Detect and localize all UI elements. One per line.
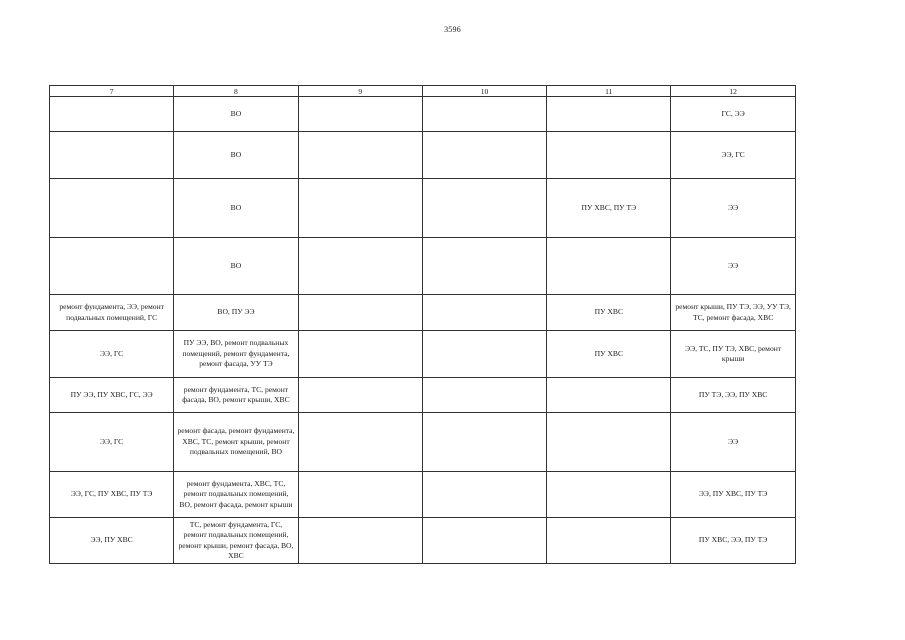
table-cell — [547, 132, 671, 179]
table-cell: ПУ ХВС — [547, 331, 671, 378]
table-row — [50, 238, 796, 295]
table-cell — [422, 132, 546, 179]
table-cell: ремонт фундамента, ТС, ремонт фасада, ВО, ремонт крыши, ХВС — [174, 378, 298, 413]
table-cell: ЭЭ, ГС — [671, 132, 795, 179]
table-cell: ЭЭ — [671, 413, 795, 472]
table-cell: ЭЭ, ПУ ХВС — [50, 518, 174, 564]
table-cell: ремонт фундамента, ХВС, ТС, ремонт подвальных помещений, ВО, ремонт фасада, ремонт крыши — [174, 472, 298, 518]
table-cell — [547, 472, 671, 518]
table-row — [50, 472, 796, 518]
table-cell — [298, 238, 422, 295]
table-row — [50, 132, 796, 179]
table-row — [50, 179, 796, 238]
table-row — [50, 295, 796, 331]
table-cell — [422, 472, 546, 518]
table-cell — [298, 295, 422, 331]
table-cell: ПУ ХВС, ЭЭ, ПУ ТЭ — [671, 518, 795, 564]
table-cell: ЭЭ, ПУ ХВС, ПУ ТЭ — [671, 472, 795, 518]
table-cell — [298, 518, 422, 564]
table-cell — [547, 378, 671, 413]
table-cell — [422, 331, 546, 378]
table-cell: ремонт крыши, ПУ ТЭ, ЭЭ, УУ ТЭ, ТС, ремонт фасада, ХВС — [671, 295, 795, 331]
table-cell: ремонт фундамента, ЭЭ, ремонт подвальных помещений, ГС — [50, 295, 174, 331]
page-number: 3596 — [444, 25, 461, 34]
table-cell: ПУ ТЭ, ЭЭ, ПУ ХВС — [671, 378, 795, 413]
table-cell — [422, 413, 546, 472]
table-cell: ГС, ЭЭ — [671, 97, 795, 132]
table-cell — [298, 413, 422, 472]
table-cell: ремонт фасада, ремонт фундамента, ХВС, ТС, ремонт крыши, ремонт подвальных помещений, ВО — [174, 413, 298, 472]
table-row — [50, 331, 796, 378]
table-cell — [422, 295, 546, 331]
table-cell — [50, 238, 174, 295]
table-cell: ВО — [174, 238, 298, 295]
table-row — [50, 413, 796, 472]
table-cell: ТС, ремонт фундамента, ГС, ремонт подвальных помещений, ремонт крыши, ремонт фасада, ВО, ХВС — [174, 518, 298, 564]
table-cell — [422, 179, 546, 238]
table-cell — [298, 179, 422, 238]
column-header: 11 — [547, 86, 671, 97]
column-header: 8 — [174, 86, 298, 97]
table-cell: ЭЭ, ТС, ПУ ТЭ, ХВС, ремонт крыши — [671, 331, 795, 378]
column-header: 12 — [671, 86, 795, 97]
table-cell: ВО — [174, 97, 298, 132]
column-header: 10 — [422, 86, 546, 97]
table-cell — [298, 331, 422, 378]
table-cell: ЭЭ, ГС — [50, 331, 174, 378]
table-cell — [547, 518, 671, 564]
column-header: 9 — [298, 86, 422, 97]
table-cell: ПУ ХВС — [547, 295, 671, 331]
table-cell — [422, 97, 546, 132]
table-cell — [547, 97, 671, 132]
data-table — [49, 85, 796, 564]
table-cell — [50, 97, 174, 132]
table-cell: ПУ ЭЭ, ПУ ХВС, ГС, ЭЭ — [50, 378, 174, 413]
table-cell — [298, 378, 422, 413]
table-cell — [298, 132, 422, 179]
table-cell — [50, 179, 174, 238]
table-row — [50, 97, 796, 132]
table-cell: ЭЭ, ГС — [50, 413, 174, 472]
table-cell: ЭЭ — [671, 179, 795, 238]
table-cell: ВО, ПУ ЭЭ — [174, 295, 298, 331]
column-header: 7 — [50, 86, 174, 97]
header-row — [50, 86, 796, 97]
table-cell — [298, 472, 422, 518]
table-cell: ПУ ЭЭ, ВО, ремонт подвальных помещений, ремонт фундамента, ремонт фасада, УУ ТЭ — [174, 331, 298, 378]
table-cell: ПУ ХВС, ПУ ТЭ — [547, 179, 671, 238]
table-cell — [422, 378, 546, 413]
table-cell: ВО — [174, 132, 298, 179]
table-cell — [422, 238, 546, 295]
table-row — [50, 378, 796, 413]
table-cell — [422, 518, 546, 564]
table-cell: ЭЭ — [671, 238, 795, 295]
table-cell — [547, 238, 671, 295]
table-row — [50, 518, 796, 564]
table-cell — [298, 97, 422, 132]
table-cell: ЭЭ, ГС, ПУ ХВС, ПУ ТЭ — [50, 472, 174, 518]
table-cell — [50, 132, 174, 179]
table-cell: ВО — [174, 179, 298, 238]
table-cell — [547, 413, 671, 472]
